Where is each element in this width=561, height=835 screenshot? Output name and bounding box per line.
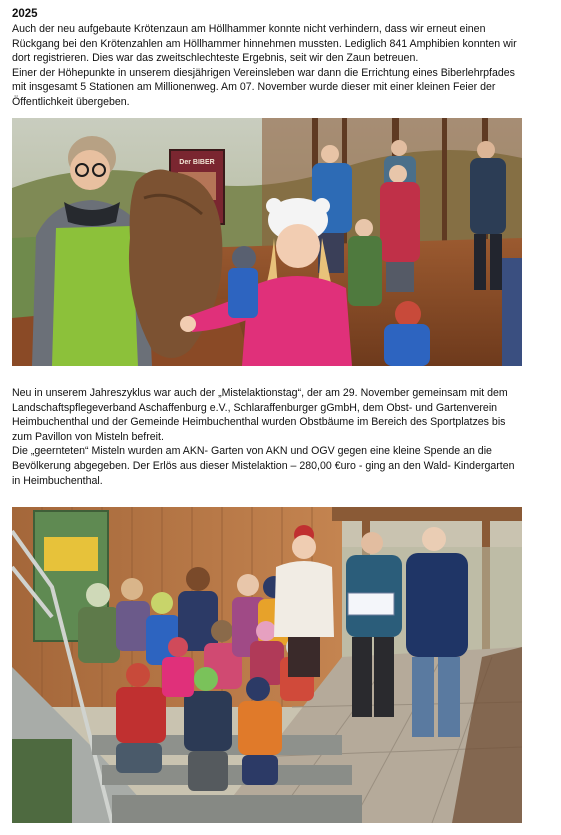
text-line: Rückgang bei den Krötenzahlen am Höllhammer hinnehmen mussten. Lediglich 841 Amphibien konnten wir [12, 37, 517, 50]
text-line: Öffentlichkeit übergeben. [12, 95, 130, 108]
text-line: zum Pavillon von Misteln befreit. [12, 430, 164, 443]
sign-text: Der BIBER [179, 159, 215, 166]
text-line: Einer der Höhepunkte in unserem diesjährigen Vereinsleben war dann die Errichtung eines Biberlehrpfades [12, 66, 515, 79]
text-line: Auch der neu aufgebaute Krötenzaun am Höllhammer konnte nicht verhindern, dass wir erneut einen [12, 23, 486, 35]
text-line: in Heimbuchenthal. [12, 474, 103, 487]
paragraph-mistletoe-day [12, 386, 557, 488]
text-line: Neu in unserem Jahreszyklus war auch der „Mistelaktionstag“, der am 29. November gemeinsam mit dem [12, 387, 508, 399]
photo-beaver-trail-opening [12, 118, 522, 366]
paragraph-toad-fence-beaver-trail [12, 22, 557, 110]
year-heading: 2025 [12, 8, 38, 20]
text-line: Die „geernteten“ Misteln wurden am AKN- Garten von AKN und OGV gegen eine kleine Spende an die [12, 445, 492, 458]
text-line: Landschaftspflegeverband Aschaffenburg e.V., Schlaraffenburger gGmbH, dem Obst- und Gartenverein [12, 401, 498, 414]
text-line: dort registrieren. Dies war das zweitschlechteste Ergebnis, seit wir den Zaun betreuen. [12, 52, 419, 65]
text-line: mit insgesamt 5 Stationen am Millionenweg. Am 07. November wurde dieser mit einer kleinen Feier der [12, 81, 496, 94]
text-line: Bevölkerung abgegeben. Der Erlös aus dieser Mistelaktion – 280,00 €uro - ging an den Wald- Kindergarten [12, 459, 515, 472]
text-line: Heimbuchenthal und der Gemeinde Heimbuchenthal wurden Obstbäume im Bereich des Sportplatzes bis [12, 416, 506, 429]
photo-beaver-trail-illustration [12, 118, 522, 366]
photo-kindergarten-donation [12, 507, 522, 823]
photo-kindergarten-illustration [12, 507, 522, 823]
